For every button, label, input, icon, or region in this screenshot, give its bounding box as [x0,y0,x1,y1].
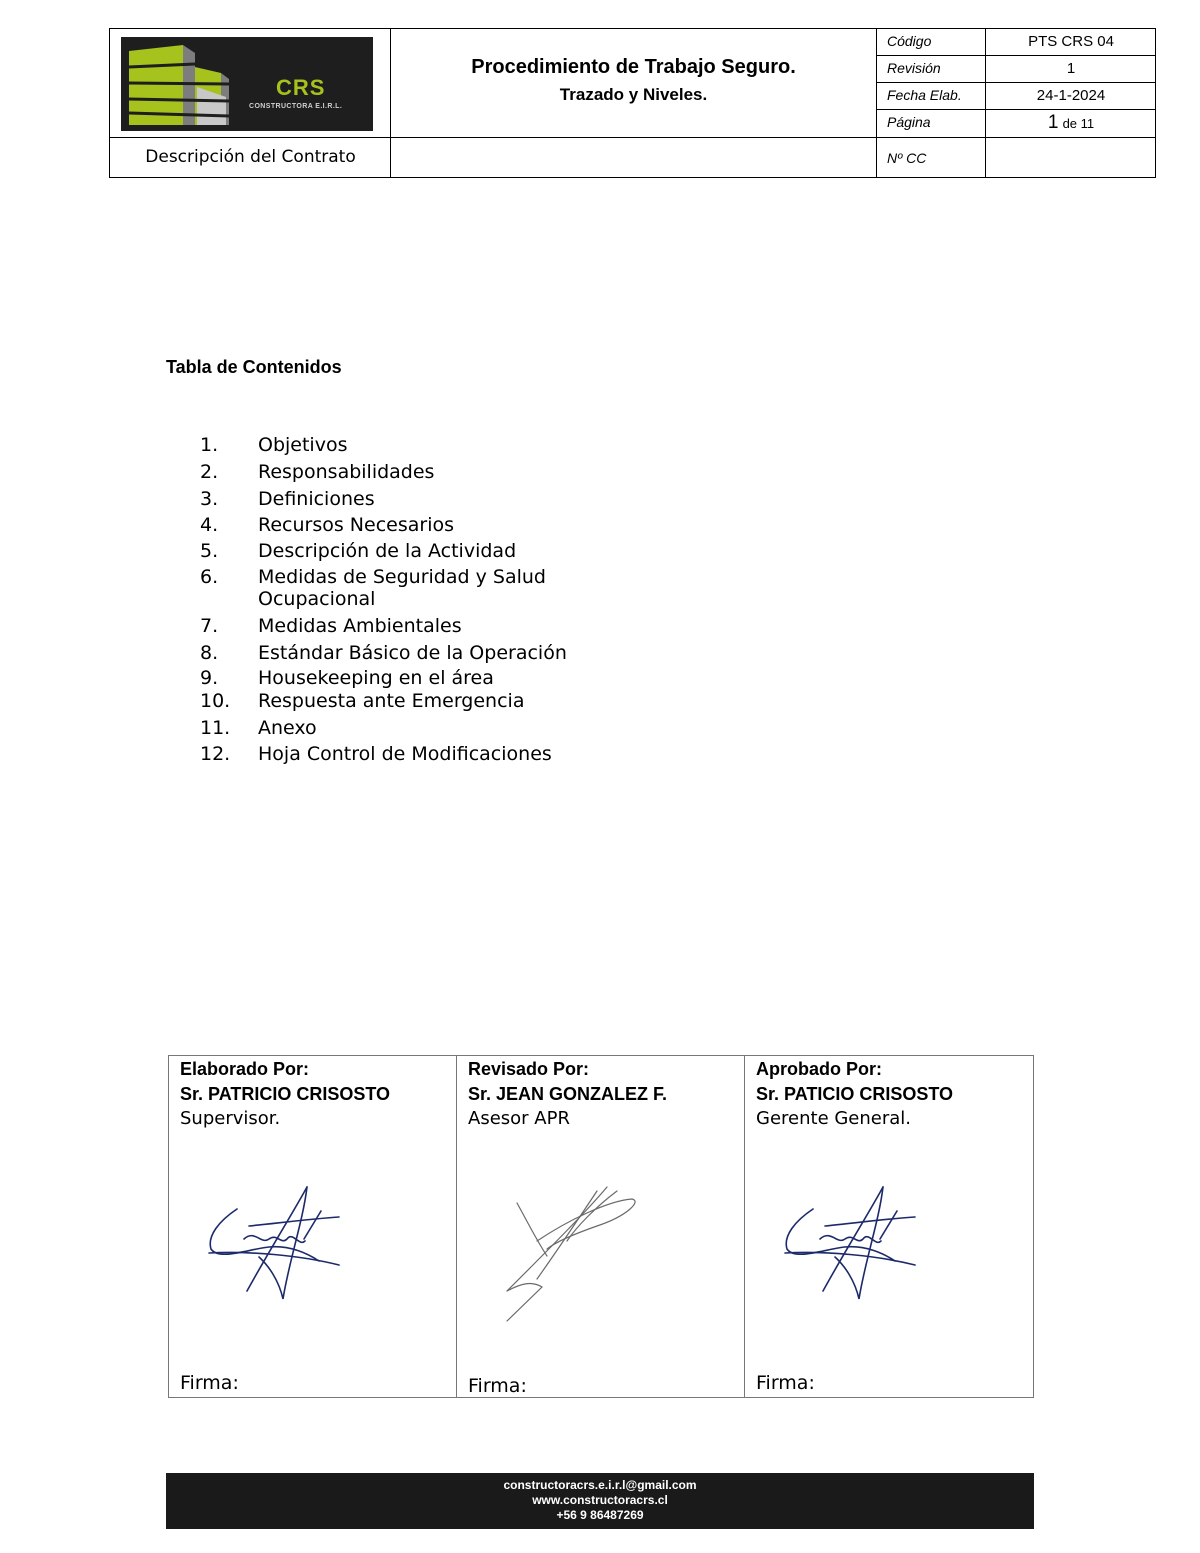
signer-role: Supervisor. [180,1108,281,1129]
handwritten-signature-icon [477,1181,677,1331]
page-value [986,112,1156,134]
footer-website: www.constructoracrs.cl [532,1493,668,1507]
signature-heading: Revisado Por: [468,1059,590,1079]
building-logo-icon [121,37,373,131]
page-label: Página [887,114,931,130]
cc-label: Nº CC [887,150,927,166]
date-label: Fecha Elab. [887,87,962,103]
document-subtitle: Trazado y Niveles. [559,85,708,104]
logo-brand-text: CRS [276,75,326,100]
firma-label: Firma: [180,1372,239,1394]
contact-footer [166,1473,1034,1529]
firma-label: Firma: [468,1375,527,1397]
signature-heading: Aprobado Por: [756,1059,882,1079]
code-value: PTS CRS 04 [1028,33,1114,50]
contract-description-label: Descripción del Contrato [145,147,356,167]
document-title: Procedimiento de Trabajo Seguro. [471,56,796,78]
signer-role: Asesor APR [468,1108,570,1129]
signature-cell-revisado [457,1056,745,1396]
company-logo [121,37,373,131]
document-header [109,28,1156,178]
footer-email: constructoracrs.e.i.r.l@gmail.com [503,1478,697,1492]
date-value: 24-1-2024 [1036,87,1106,104]
signer-role: Gerente General. [756,1108,912,1129]
logo-tagline: CONSTRUCTORA E.I.R.L. [249,103,343,110]
revision-value: 1 [1066,60,1076,77]
handwritten-signature-icon [765,1181,945,1306]
revision-label: Revisión [887,60,941,76]
signature-cell-elaborado [169,1056,457,1396]
toc-title: Tabla de Contenidos [166,357,342,377]
page-total: de 11 [1062,116,1095,131]
code-label: Código [887,33,932,49]
signature-cell-aprobado [745,1056,1033,1396]
firma-label: Firma: [756,1372,815,1394]
signer-name: Sr. PATICIO CRISOSTO [756,1084,954,1104]
signer-name: Sr. JEAN GONZALEZ F. [468,1084,668,1104]
approval-signature-table [168,1055,1034,1398]
footer-phone: +56 9 86487269 [556,1508,644,1522]
signature-heading: Elaborado Por: [180,1059,310,1079]
signer-name: Sr. PATRICIO CRISOSTO [180,1084,391,1104]
handwritten-signature-icon [189,1181,369,1306]
page-number: 1 [1047,112,1059,133]
